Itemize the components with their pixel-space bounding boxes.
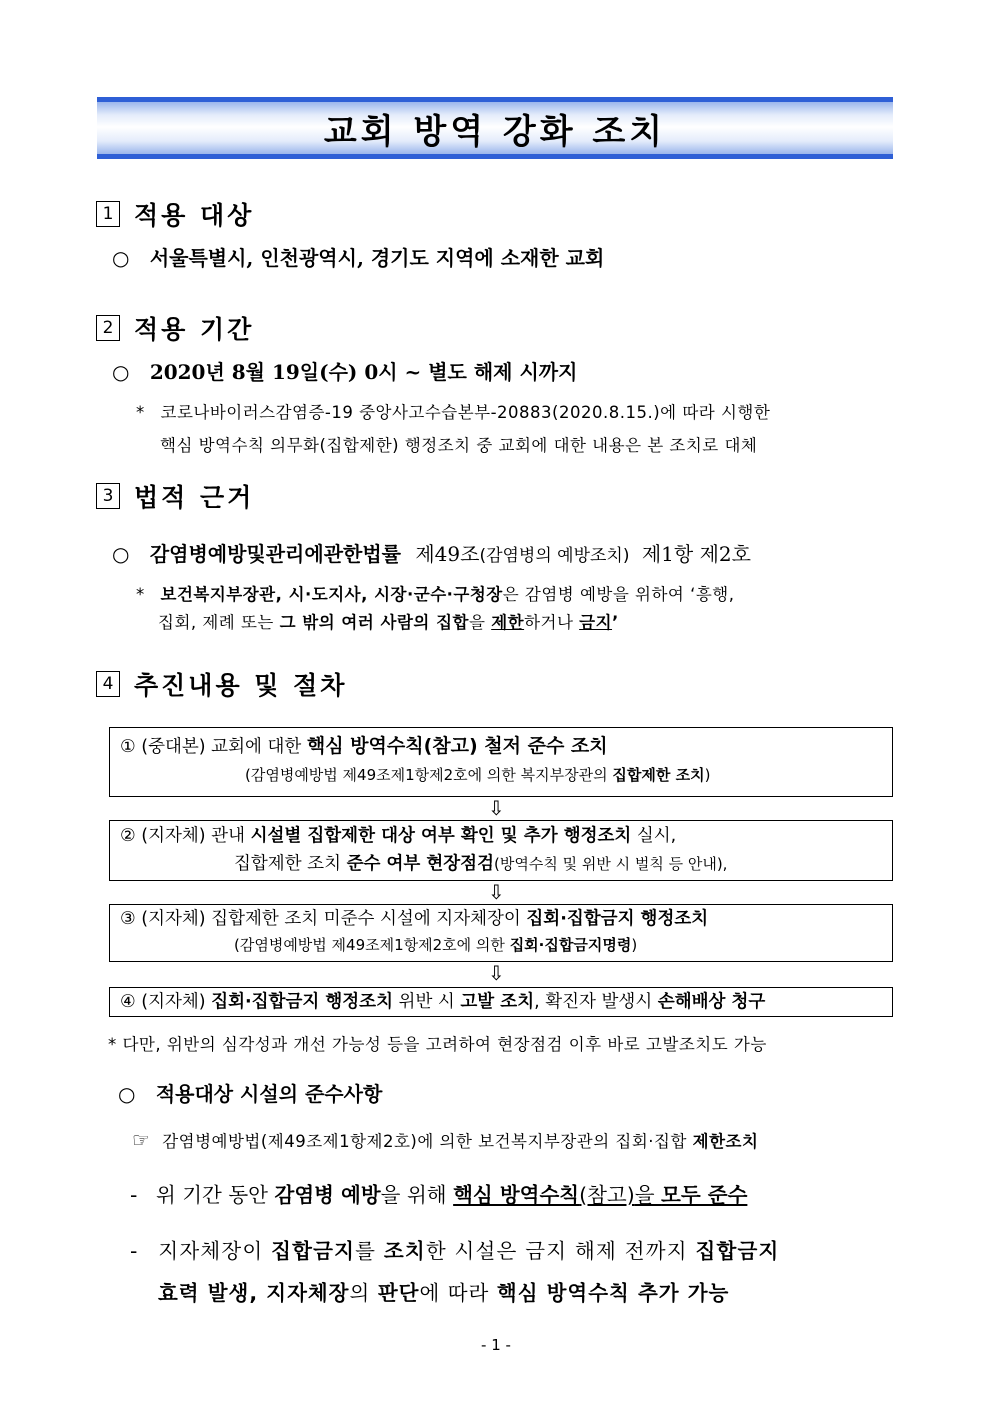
dash-text: 의 [349, 1281, 378, 1305]
ref-text: 감염병예방법(제49조제1항제2호)에 의한 보건복지부장관의 집회·집합 [162, 1132, 693, 1151]
s4b-dash-2 [130, 1234, 779, 1264]
section-number: 3 [96, 483, 120, 509]
title-banner [97, 97, 893, 159]
dash-bold: 집합금지 [271, 1239, 356, 1263]
circle-bullet: ○ [112, 542, 130, 566]
dash-bold: 판단 [377, 1281, 420, 1305]
s2-note-line2: 핵심 방역수칙 의무화(집합제한) 행정조치 중 교회에 대한 내용은 본 조치로 대체 [160, 436, 758, 455]
step-text: 집합제한 조치 [234, 854, 347, 874]
dash-text: 를 [355, 1239, 384, 1263]
note-text: 집회, 제례 또는 [158, 613, 280, 632]
step-sub: (감염병예방법 제49조제1항제2호에 의한 [234, 936, 510, 954]
down-arrow-icon: ⇩ [488, 961, 505, 985]
step-bold: 손해배상 청구 [657, 992, 766, 1012]
note-text: 은 감염병 예방을 위하여 ‘흥행, [502, 585, 735, 604]
step-bold: 집회·집합금지 행정조치 [526, 909, 709, 929]
page-title: 교회 방역 강화 조치 [323, 111, 667, 152]
s2-bullet [112, 356, 577, 385]
dash-bold: 핵심 방역수칙 추가 가능 [496, 1281, 730, 1305]
circle-bullet: ○ [112, 246, 130, 270]
section-4-heading [96, 666, 347, 702]
dash-underline: (참고) [579, 1183, 635, 1207]
s1-bullet [112, 242, 604, 271]
note-text: ’ [612, 613, 619, 632]
s4b-heading [118, 1078, 382, 1107]
dash-underline: 을 [634, 1183, 662, 1207]
step-text: ④ (지자체) [120, 992, 212, 1012]
step-sub-bold: 집합제한 조치 [612, 766, 705, 784]
dash-mark: - [130, 1239, 139, 1263]
note-bold: 보건복지부장관, 시·도지사, 시장·군수·구청장 [160, 585, 503, 604]
s4b-heading-text: 적용대상 시설의 준수사항 [155, 1082, 383, 1106]
section-number: 1 [96, 201, 120, 227]
dash-bold: 효력 발생, 지자체장 [158, 1281, 350, 1305]
step-text: ③ (지자체) 집합제한 조치 미준수 시설에 지자체장이 [120, 909, 527, 929]
s4b-dash-2-cont [158, 1276, 729, 1306]
dash-bold-underline: 모두 준수 [661, 1183, 748, 1207]
down-arrow-icon: ⇩ [488, 796, 505, 820]
section-label: 추진내용 및 절차 [134, 671, 348, 700]
section-label: 적용 대상 [134, 201, 255, 230]
page-number: - 1 - [481, 1336, 511, 1354]
s2-text: 2020년 8월 19일(수) 0시 ~ 별도 해제 시까지 [149, 360, 578, 384]
step-sub-bold: 집회·집합금지명령 [509, 936, 632, 954]
flow-step-2 [109, 820, 893, 881]
step-bold: 고발 조치 [460, 992, 535, 1012]
down-arrow-icon: ⇩ [488, 880, 505, 904]
note-mark: * [136, 403, 145, 422]
step-bold: 시설별 집합제한 대상 여부 확인 및 추가 행정조치 [250, 826, 632, 846]
note-text: 하거나 [524, 613, 580, 632]
section-number: 2 [96, 315, 120, 341]
step-bold: 핵심 방역수칙(참고) 철저 준수 조치 [306, 735, 608, 757]
s3-note-line2 [158, 609, 619, 633]
section-2-heading [96, 310, 254, 346]
note-text: 을 [469, 613, 492, 632]
flow-step-3 [109, 904, 893, 962]
law-clause: 제1항 제2호 [641, 542, 751, 566]
section-number: 4 [96, 671, 120, 697]
step-bold: 준수 여부 현장점검 [346, 854, 494, 874]
note-text: 코로나바이러스감염증-19 중앙사고수습본부-20883(2020.8.15.)에 따라 시행한 [160, 403, 771, 422]
section-label: 법적 근거 [134, 483, 255, 512]
section-3-heading [96, 478, 254, 514]
law-name: 감염병예방및관리에관한법률 [149, 542, 401, 566]
s1-text: 서울특별시, 인천광역시, 경기도 지역에 소재한 교회 [149, 246, 605, 270]
note-mark: * [136, 585, 145, 604]
dash-bold: 집합금지 [695, 1239, 780, 1263]
note-bold: 그 밖의 여러 사람의 집합 [279, 613, 469, 632]
dash-mark: - [130, 1183, 138, 1207]
ref-bold: 제한조치 [692, 1132, 759, 1151]
flow-step-1 [109, 727, 893, 797]
circle-bullet: ○ [118, 1082, 136, 1106]
s4b-dash-1 [130, 1178, 747, 1208]
flow-footnote: * 다만, 위반의 심각성과 개선 가능성 등을 고려하여 현장점검 이후 바로 고발조치도 가능 [108, 1035, 767, 1054]
s4b-reference [132, 1128, 758, 1152]
step-text: 위반 시 [392, 992, 461, 1012]
circle-bullet: ○ [112, 360, 130, 384]
step-sub: (방역수칙 및 위반 시 벌칙 등 안내), [494, 855, 728, 873]
dash-text: 을 위해 [380, 1183, 454, 1207]
step-sub: (감염병예방법 제49조제1항제2호에 의한 복지부장관의 [245, 766, 613, 784]
pointing-hand-icon: ☞ [132, 1128, 151, 1152]
law-article-paren: (감염병의 예방조치) [479, 546, 630, 566]
dash-text: 위 기간 동안 [155, 1183, 275, 1207]
s3-note-line1 [136, 581, 734, 605]
section-label: 적용 기간 [134, 315, 255, 344]
note-underline: 제한 [491, 613, 525, 632]
step-sub: ) [631, 936, 638, 954]
step-sub: ) [704, 766, 711, 784]
note-underline: 금지 [579, 613, 613, 632]
s2-note-line1 [136, 399, 770, 423]
dash-text: 에 따라 [419, 1281, 497, 1305]
step-text: ② (지자체) 관내 [120, 826, 251, 846]
dash-bold: 감염병 예방 [274, 1183, 381, 1207]
flow-step-4 [109, 987, 893, 1017]
dash-text: 한 시설은 금지 해제 전까지 [425, 1239, 696, 1263]
step-text: 실시, [631, 826, 677, 846]
step-text: , 확진자 발생시 [534, 992, 658, 1012]
dash-bold: 조치 [383, 1239, 426, 1263]
s3-bullet [112, 538, 751, 567]
step-bold: 집회·집합금지 행정조치 [211, 992, 393, 1012]
dash-bold-underline: 핵심 방역수칙 [453, 1183, 580, 1207]
step-text: ① (중대본) 교회에 대한 [120, 737, 307, 757]
dash-text: 지자체장이 [158, 1239, 272, 1263]
law-article: 제49조 [415, 542, 480, 566]
section-1-heading [96, 196, 254, 232]
